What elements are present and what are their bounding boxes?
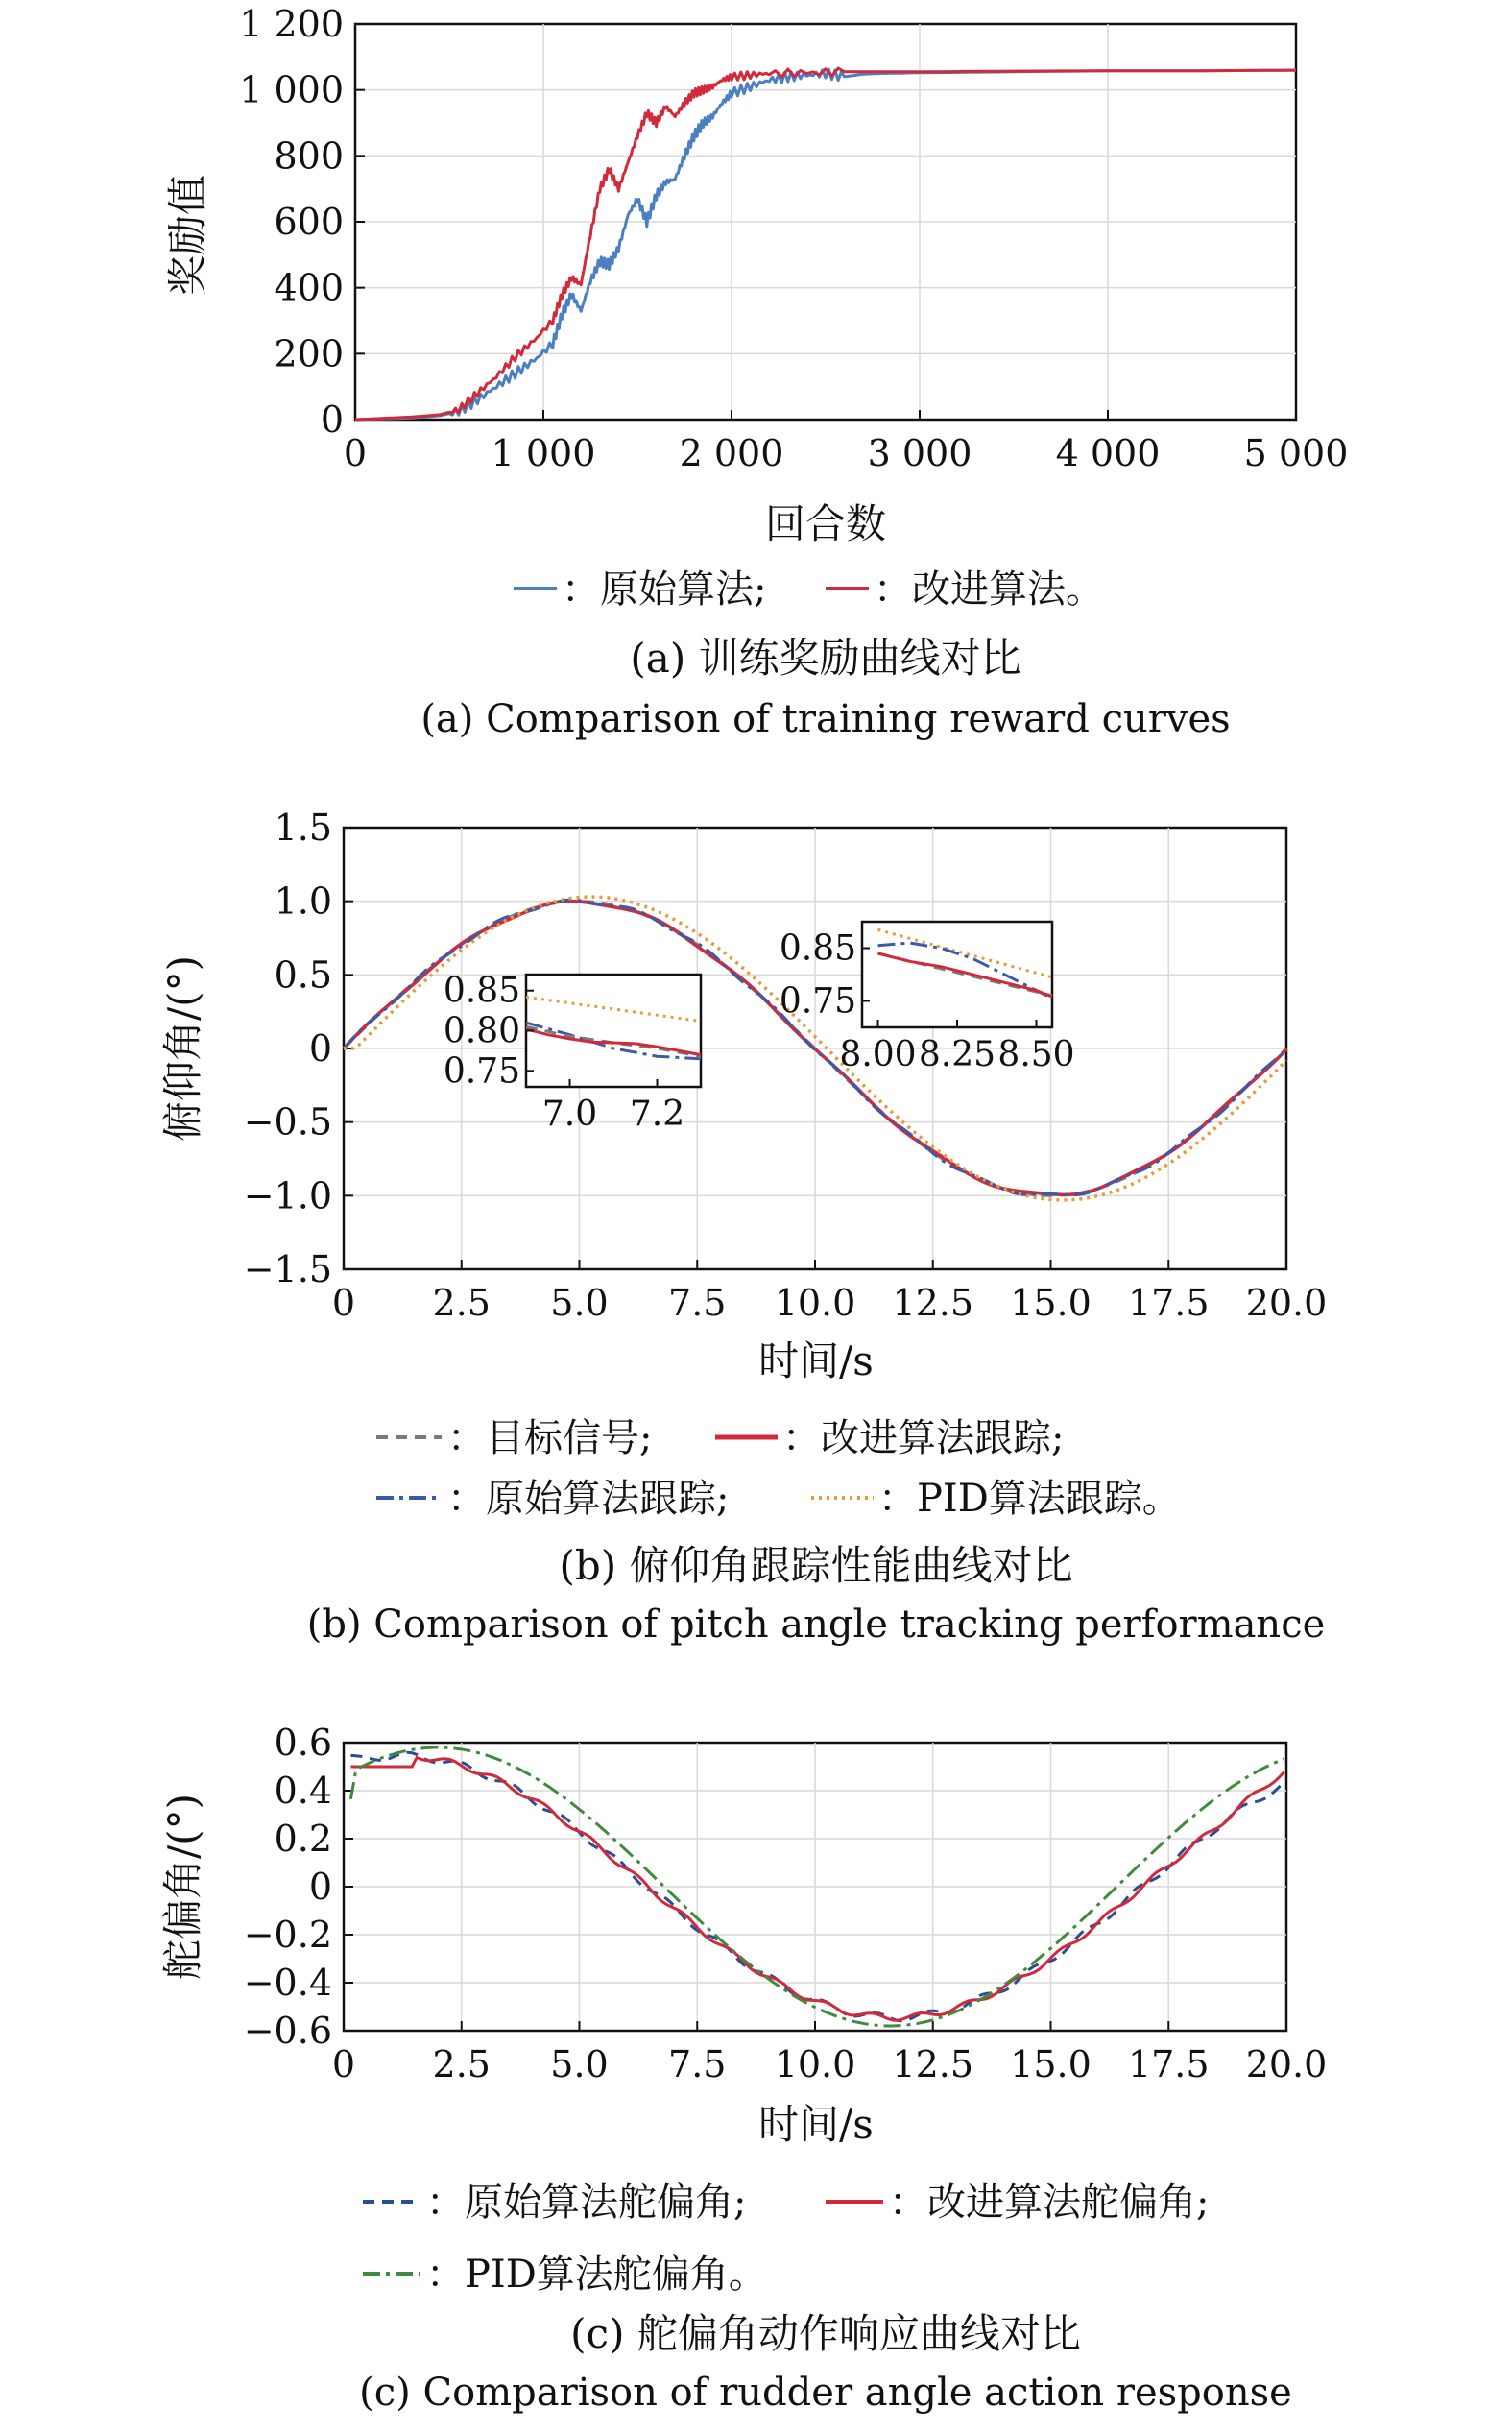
y-tick-label: −1.5: [243, 1248, 332, 1290]
x-tick-label: 7.5: [668, 2043, 727, 2085]
legend-a-original-label: ：原始算法;: [562, 567, 767, 612]
x-tick-label: 3 000: [867, 432, 972, 474]
y-tick-label: −0.2: [243, 1914, 332, 1956]
legend-c-pid-label: ：PID算法舵偏角。: [426, 2252, 767, 2297]
x-tick-label: 4 000: [1055, 432, 1161, 474]
x-tick-label: 2.5: [432, 1282, 491, 1324]
panel-c-rudder-chart: [159, 1722, 1327, 2415]
legend-b-pid-label: ：PID算法跟踪。: [878, 1477, 1181, 1521]
caption-a-en: (a) Comparison of training reward curves: [420, 697, 1231, 741]
y-tick-label: −1.0: [243, 1174, 332, 1217]
x-tick-label: 5.0: [550, 2043, 609, 2085]
x-tick-label: 17.5: [1127, 1282, 1210, 1324]
y-tick-label: 200: [274, 332, 344, 375]
y-tick-label: 0: [308, 1027, 332, 1070]
inset-y-tick-label: 0.75: [443, 1051, 520, 1092]
y-axis-label-b: 俯仰角/(°): [159, 955, 206, 1142]
caption-c-en: (c) Comparison of rudder angle action response: [359, 2371, 1292, 2415]
legend-a-improved-label: ：改进算法。: [874, 567, 1104, 612]
y-tick-label: 0.4: [274, 1770, 332, 1812]
caption-a-cn: (a) 训练奖励曲线对比: [630, 635, 1021, 682]
x-axis-label-b: 时间/s: [758, 1337, 874, 1385]
x-tick-label: 1 000: [491, 432, 596, 474]
x-tick-label: 20.0: [1245, 1282, 1328, 1324]
inset-x-tick-label: 7.2: [629, 1095, 685, 1134]
x-tick-label: 20.0: [1245, 2043, 1328, 2085]
caption-b-cn: (b) 俯仰角跟踪性能曲线对比: [559, 1542, 1073, 1589]
inset-y-tick-label: 0.80: [443, 1011, 520, 1051]
inset-x-tick-label: 8.25: [918, 1035, 996, 1074]
legend-b-original-label: ：原始算法跟踪;: [447, 1477, 730, 1521]
inset-x-tick-label: 8.50: [997, 1035, 1075, 1074]
caption-b-en: (b) Comparison of pitch angle tracking performance: [306, 1602, 1326, 1647]
x-tick-label: 0: [343, 432, 368, 474]
x-axis-label-a: 回合数: [764, 500, 887, 547]
y-tick-label: 0.5: [274, 953, 332, 997]
x-tick-label: 7.5: [668, 1282, 727, 1324]
y-tick-label: −0.5: [243, 1100, 332, 1144]
x-tick-label: 0: [331, 1282, 356, 1324]
y-axis-label-c: 舵偏角/(°): [159, 1794, 206, 1980]
x-axis-label-c: 时间/s: [758, 2101, 874, 2148]
x-tick-label: 17.5: [1127, 2043, 1210, 2085]
y-tick-label: 1 200: [239, 3, 344, 45]
panel-b-pitch-chart: [159, 807, 1327, 1647]
y-tick-label: 1.5: [274, 807, 332, 849]
inset-b-1-frame: [526, 975, 701, 1087]
legend-b-target-label: ：目标信号;: [447, 1416, 653, 1460]
x-tick-label: 10.0: [774, 2043, 856, 2085]
y-tick-label: 0.2: [274, 1818, 332, 1860]
legend-c-improved-label: ：改进算法舵偏角;: [889, 2180, 1210, 2225]
y-tick-label: 0: [320, 398, 344, 441]
legend-c-original-label: ：原始算法舵偏角;: [426, 2180, 747, 2225]
x-tick-label: 5.0: [550, 1282, 609, 1324]
y-tick-label: 400: [274, 266, 344, 309]
x-tick-label: 10.0: [774, 1282, 856, 1324]
y-tick-label: 800: [274, 134, 344, 178]
inset-y-tick-label: 0.85: [779, 928, 856, 969]
x-tick-label: 5 000: [1243, 432, 1349, 474]
x-tick-label: 2.5: [432, 2043, 491, 2085]
x-tick-label: 12.5: [892, 1282, 974, 1324]
x-tick-label: 0: [331, 2043, 356, 2085]
inset-x-tick-label: 8.00: [839, 1035, 917, 1074]
inset-b-2-frame: [862, 922, 1052, 1027]
y-axis-label-a: 奖励值: [164, 174, 211, 297]
inset-y-tick-label: 0.75: [779, 981, 856, 1022]
y-tick-label: 600: [274, 201, 344, 243]
y-tick-label: 1.0: [274, 879, 332, 923]
y-tick-label: 0: [308, 1866, 332, 1908]
caption-c-cn: (c) 舵偏角动作响应曲线对比: [570, 2310, 1081, 2357]
x-tick-label: 15.0: [1010, 2043, 1092, 2085]
inset-y-tick-label: 0.85: [443, 971, 520, 1011]
x-tick-label: 12.5: [892, 2043, 974, 2085]
x-tick-label: 15.0: [1010, 1282, 1092, 1324]
y-tick-label: 1 000: [239, 68, 344, 111]
inset-x-tick-label: 7.0: [541, 1095, 598, 1134]
legend-b-improved-label: ：改进算法跟踪;: [782, 1416, 1065, 1460]
y-tick-label: −0.6: [243, 2010, 332, 2052]
y-tick-label: −0.4: [243, 1962, 332, 2004]
y-tick-label: 0.6: [274, 1722, 332, 1764]
panel-a-reward-chart: [164, 3, 1348, 741]
x-tick-label: 2 000: [679, 432, 784, 474]
